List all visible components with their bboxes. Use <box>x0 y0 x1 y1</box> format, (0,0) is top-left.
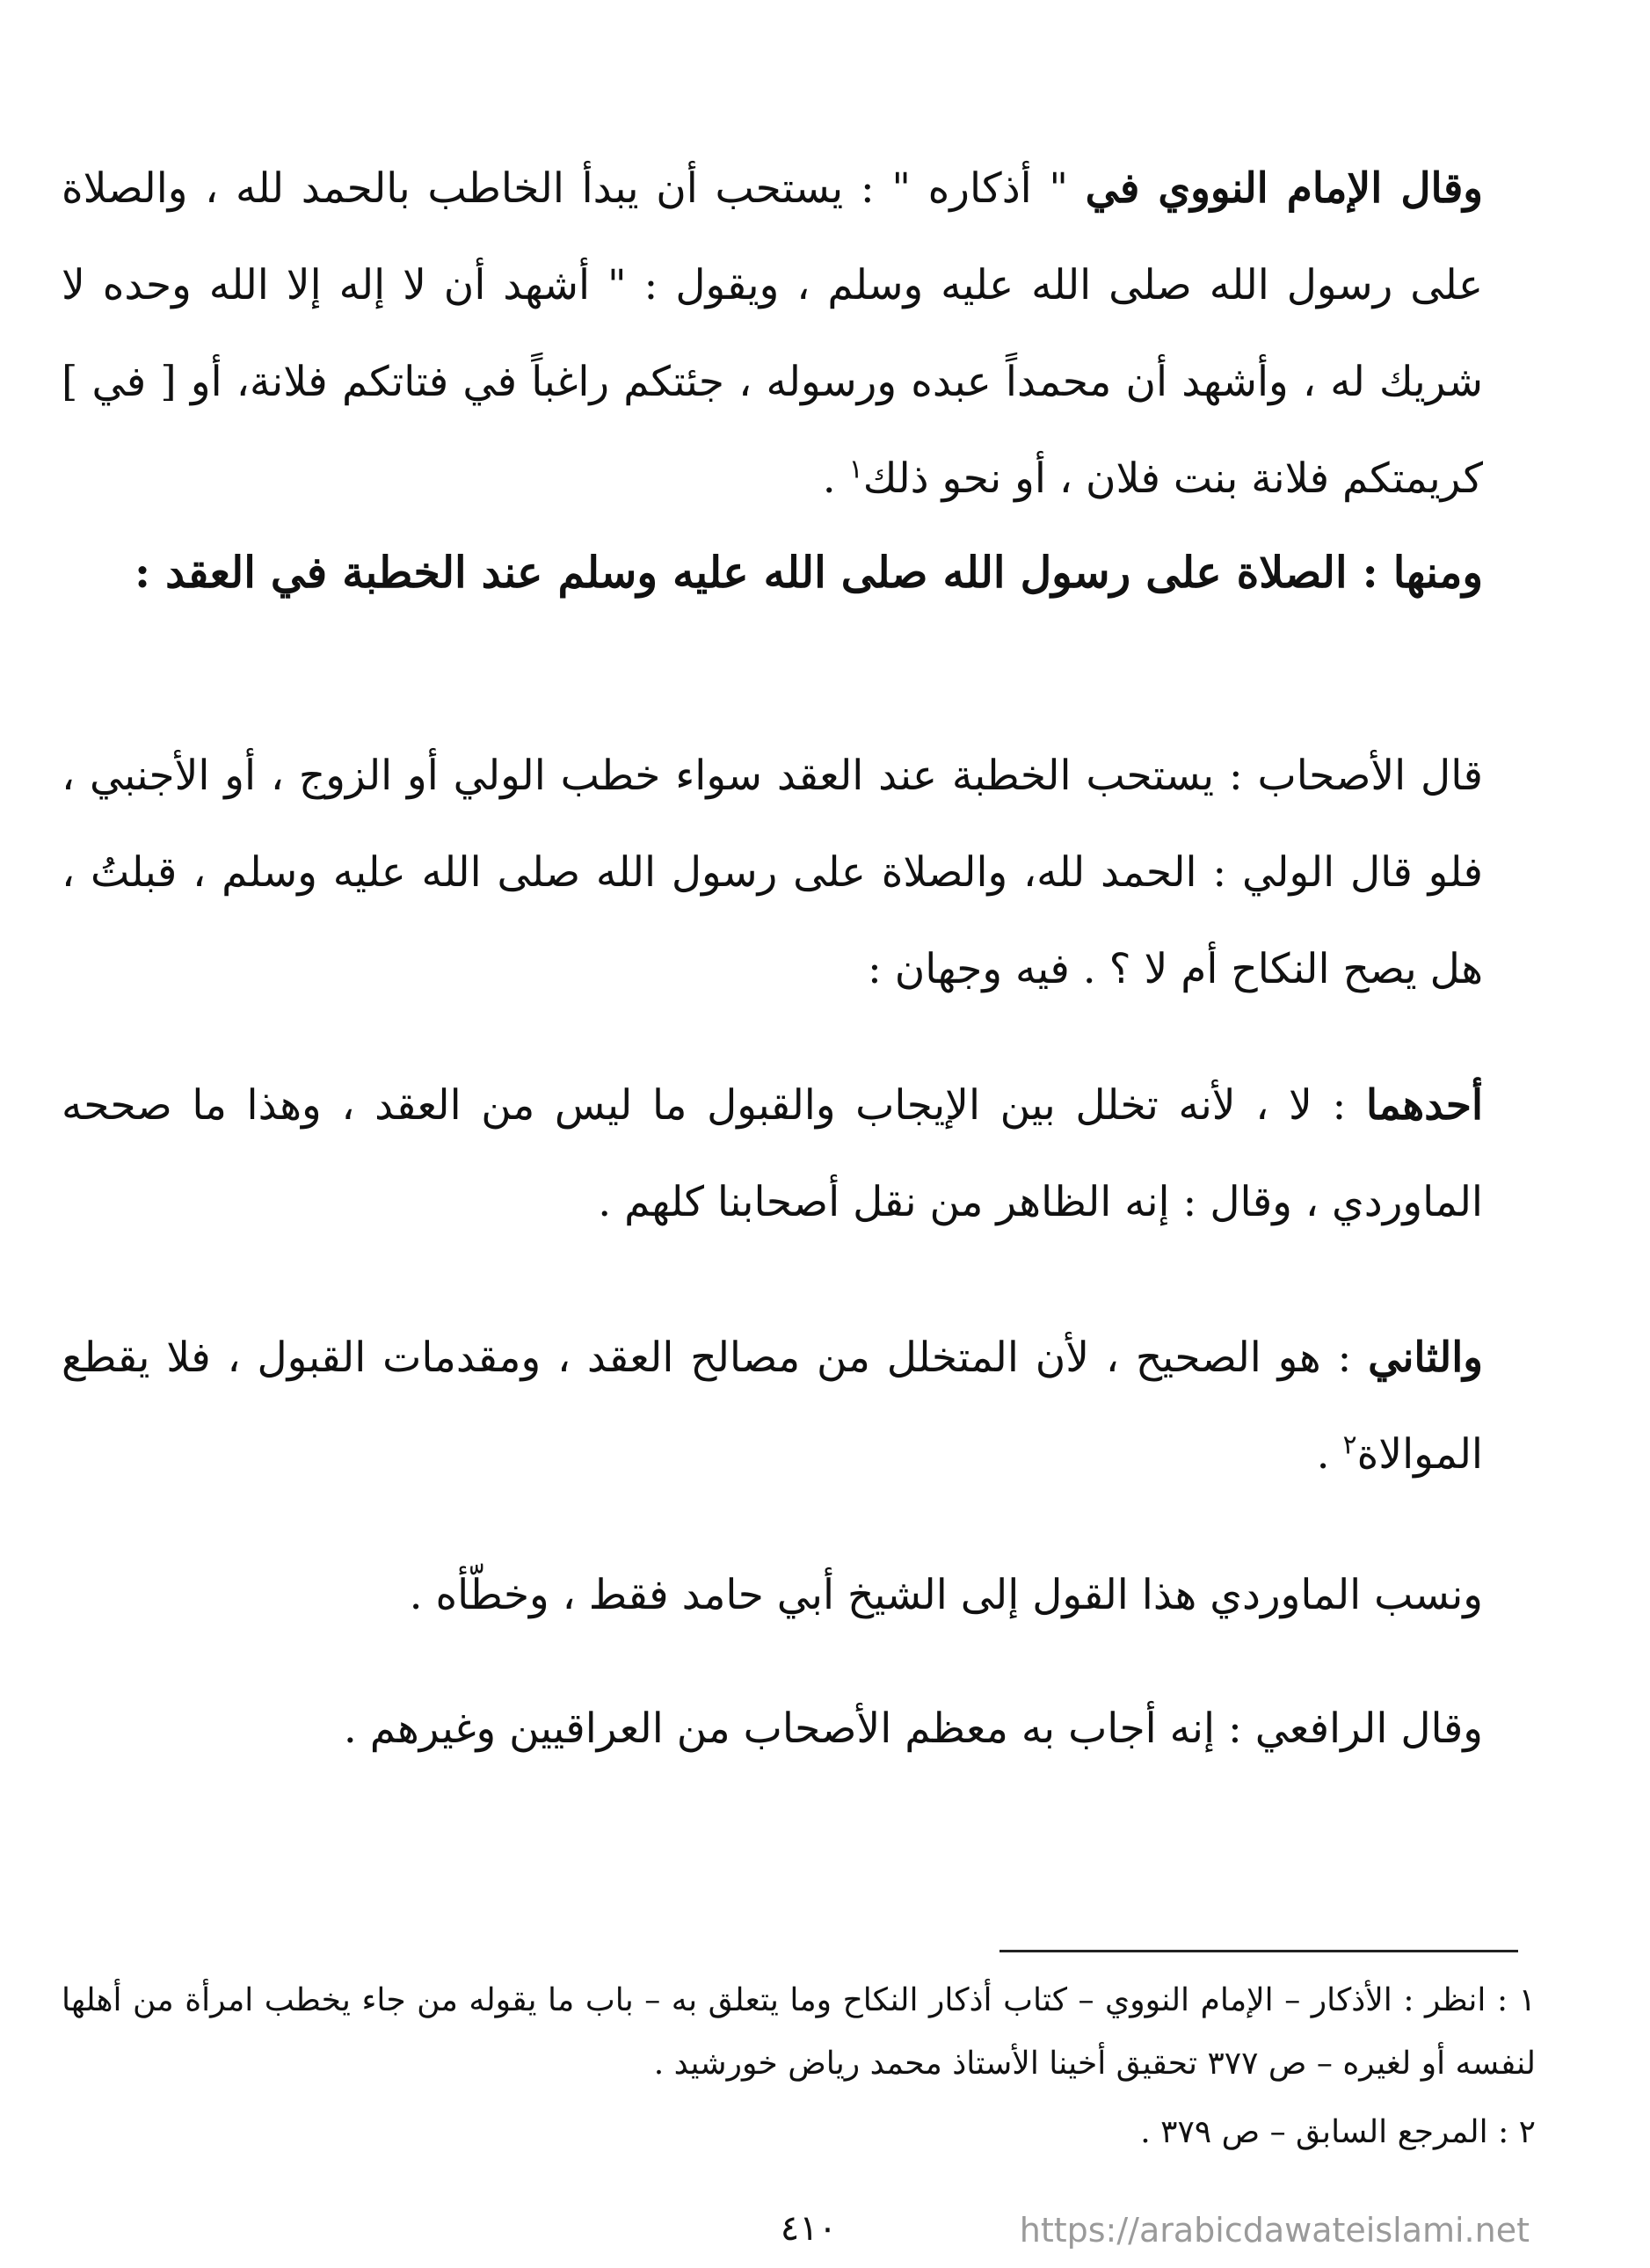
heading-text: الصلاة على رسول الله صلى الله عليه وسلم عند الخطبة في العقد : <box>134 547 1363 598</box>
section-heading <box>132 524 1483 621</box>
paragraph-end: . <box>822 454 849 503</box>
footnote-number: ٢ <box>1518 2114 1536 2150</box>
heading-lead: ومنها : <box>1362 547 1483 598</box>
paragraph-text: : هو الصحيح ، لأن المتخلل من مصالح العقد ، ومقدمات القبول ، فلا يقطع الموالاة <box>62 1334 1483 1479</box>
footnote-ref-1[interactable]: ١ <box>848 454 863 485</box>
footnote-2 <box>62 2101 1536 2164</box>
paragraph-lead: وقال الإمام النووي في <box>1085 164 1483 213</box>
paragraph-text: ونسب الماوردي هذا القول إلى الشيخ أبي حامد فقط ، وخطّأه . <box>409 1571 1483 1619</box>
footnote-1 <box>62 1969 1536 2096</box>
paragraph-text: وقال الرافعي : إنه أجاب به معظم الأصحاب من العراقيين وغيرهم . <box>343 1705 1483 1753</box>
footnote-number: ١ <box>1518 1982 1536 2018</box>
paragraph-end: . <box>1316 1430 1343 1479</box>
paragraph-rafii <box>62 1681 1483 1777</box>
paragraph-text: : لا ، لأنه تخلل بين الإيجاب والقبول ما ليس من العقد ، وهذا ما صححه الماوردي ، وقال : إنه الظاهر من نقل أصحابنا كلهم . <box>62 1081 1483 1226</box>
paragraph-first-view <box>62 1058 1483 1251</box>
paragraph-lead: أحدهما <box>1365 1081 1483 1130</box>
paragraph-text: قال الأصحاب : يستحب الخطبة عند العقد سواء خطب الولي أو الزوج ، أو الأجنبي ، فلو قال الولي : الحمد لله، والصلاة على رسول الله صلى الله عليه وسلم ، قبلتُ ، هل يصح النكاح أم لا ؟ . فيه وجهان : <box>62 752 1483 993</box>
paragraph-mawardi <box>62 1547 1483 1644</box>
footnote-divider <box>999 1950 1518 1952</box>
footnote-text: : انظر : الأذكار – الإمام النووي – كتاب أذكار النكاح وما يتعلق به – باب ما يقوله من جاء يخطب امرأة من أهلها لنفسه أو لغيره – ص ٣٧٧ تحقيق أخينا الأستاذ محمد رياض خورشيد . <box>62 1982 1536 2082</box>
paragraph-ashab <box>62 728 1483 1018</box>
paragraph-lead: والثاني <box>1368 1334 1483 1382</box>
paragraph-nawawi <box>62 141 1483 527</box>
paragraph-second-view <box>62 1310 1483 1503</box>
site-watermark: https://arabicdawateislami.net <box>1019 2211 1530 2250</box>
paragraph-text: " أذكاره " : يستحب أن يبدأ الخاطب بالحمد لله ، والصلاة على رسول الله صلى الله عليه وسلم ، ويقول : " أشهد أن لا إله إلا الله وحده لا شريك له ، وأشهد أن محمداً عبده ورسوله ، جئتكم راغباً في فتاتكم فلانة، أو [ في ] كريمتكم فلانة بنت فلان ، أو نحو ذلك <box>62 164 1483 503</box>
page-number: ٤١٠ <box>780 2208 838 2249</box>
footnote-text: : المرجع السابق – ص ٣٧٩ . <box>1140 2114 1519 2150</box>
footnote-ref-2[interactable]: ٢ <box>1342 1429 1357 1461</box>
